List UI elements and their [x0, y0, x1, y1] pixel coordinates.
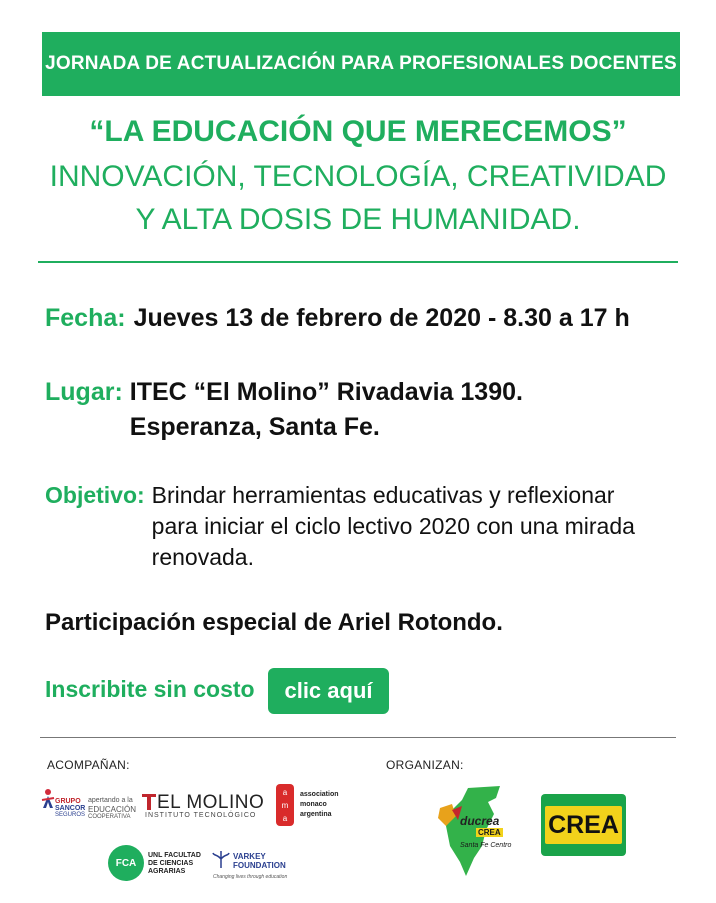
educrea-logo [438, 786, 510, 878]
fecha-label: Fecha: [45, 304, 126, 332]
lugar-label: Lugar: [45, 378, 123, 406]
special-guest: Participación especial de Ariel Rotondo. [45, 609, 503, 636]
association-monaco-argentina-logo [276, 784, 348, 828]
ama-text-2: monaco [300, 801, 327, 808]
signup-label: Inscribite sin costo [45, 676, 255, 702]
ama-badge: a m a [276, 784, 294, 826]
sancor-seguros-logo [40, 786, 86, 824]
fca-text-2: DE CIENCIAS [148, 860, 194, 867]
headline-line-2: INNOVACIÓN, TECNOLOGÍA, CREATIVIDAD [49, 160, 667, 193]
educrea-subtitle: Santa Fe Centro [460, 842, 512, 849]
aportando-educacion-logo [88, 797, 137, 825]
varkey-text-1: VARKEY [233, 852, 266, 861]
molino-subtitle: INSTITUTO TECNOLÓGICO [145, 812, 257, 819]
fca-badge: FCA [108, 845, 144, 881]
ama-text-1: association [300, 791, 339, 798]
educrea-crea-badge: CREA [478, 828, 501, 837]
apor-text-2: EDUCACIÓN [88, 805, 137, 814]
lugar-row [45, 375, 523, 445]
fecha-row [45, 304, 630, 333]
apor-text-3: COOPERATIVA [88, 814, 131, 820]
educrea-text: ducrea [460, 814, 500, 828]
varkey-text-2: FOUNDATION [233, 861, 286, 870]
objetivo-label: Objetivo: [45, 482, 145, 508]
fca-text-1: UNL FACULTAD [148, 852, 201, 859]
fca-text-3: AGRARIAS [148, 868, 186, 875]
fca-unl-logo [108, 845, 208, 885]
apor-text-1: apertando a la [88, 797, 133, 804]
sancor-text-2: SANCOR [55, 805, 86, 812]
headline-line-3: Y ALTA DOSIS DE HUMANIDAD. [135, 203, 581, 236]
windmill-icon [141, 792, 157, 810]
sancor-text-1: GRUPO [55, 798, 81, 805]
varkey-foundation-logo [211, 850, 303, 884]
person-icon [40, 788, 56, 818]
ama-text-3: argentina [300, 811, 332, 818]
lugar-line-1: ITEC “El Molino” Rivadavia 1390. [129, 378, 523, 406]
objetivo-value: Brindar herramientas educativas y reflexionar para iniciar el ciclo lectivo 2020 con una mirada renovada. [151, 482, 635, 570]
signup-button[interactable]: clic aquí [268, 668, 389, 714]
sancor-text-3: SEGUROS [55, 812, 86, 818]
footer-divider [40, 737, 676, 738]
event-banner: JORNADA DE ACTUALIZACIÓN PARA PROFESIONALES DOCENTES [42, 32, 680, 96]
divider [38, 261, 678, 263]
acompanan-label: ACOMPAÑAN: [47, 758, 130, 772]
varkey-tagline: Changing lives through education [213, 874, 288, 880]
crea-logo [541, 794, 626, 856]
lugar-value [130, 375, 523, 445]
molino-title: EL MOLINO [157, 792, 265, 813]
fecha-value: Jueves 13 de febrero de 2020 - 8.30 a 17 h [133, 304, 630, 332]
lugar-line-2: Esperanza, Santa Fe. [129, 413, 380, 441]
el-molino-logo [141, 792, 265, 822]
crea-badge: CREA [545, 806, 622, 844]
objetivo-row [45, 480, 662, 573]
flower-icon [211, 850, 231, 870]
organizan-label: ORGANIZAN: [386, 758, 464, 772]
headline-title: “LA EDUCACIÓN QUE MERECEMOS” [89, 115, 627, 148]
